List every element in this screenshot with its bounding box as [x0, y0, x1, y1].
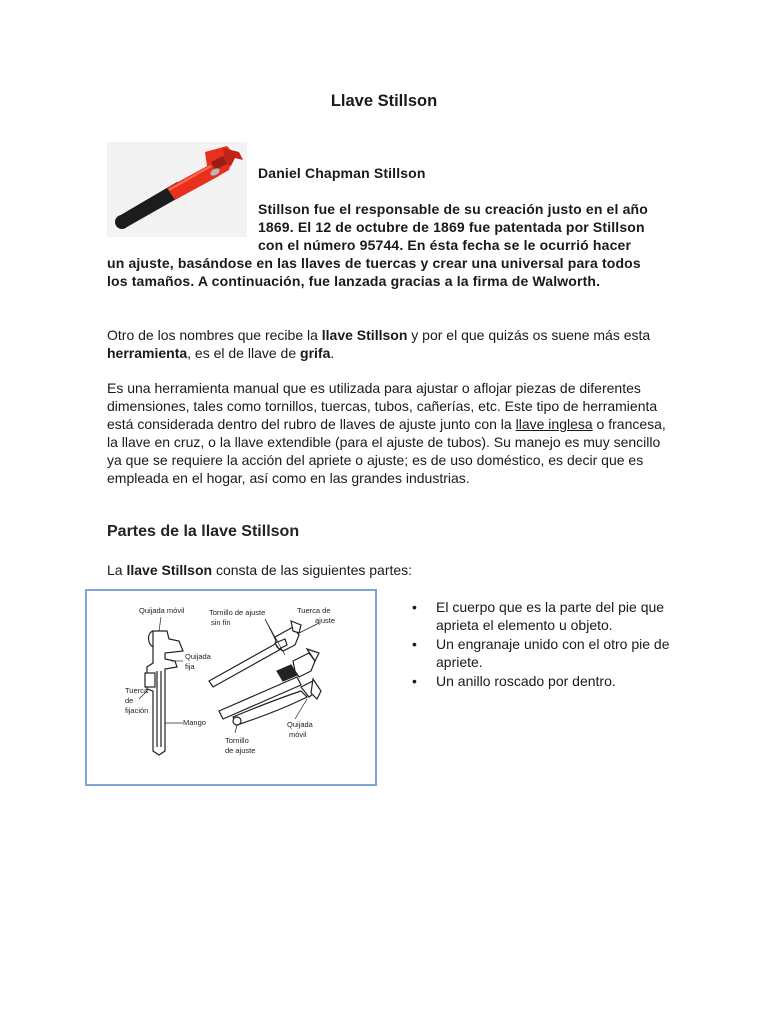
label-quijada: Quijada: [185, 652, 211, 661]
parts-list: [412, 598, 672, 691]
svg-text:Quijada: [287, 720, 314, 729]
author-bio-text: Stillson fue el responsable de su creación justo en el año 1869. El 12 de octubre de 1869 fue patentada por Stillson con el número 95744. En ésta fecha se le ocurrió hacer un ajuste, basándose en las llaves de tuercas y crear una universal para todos los tamaños. A continuación, fue lanzada gracias a la firma de Walworth.: [107, 201, 648, 289]
label-fija: fija: [185, 662, 195, 671]
svg-text:Mango: [183, 718, 206, 727]
list-item: [412, 672, 672, 690]
paragraph-names: [107, 326, 667, 362]
label-movil-b: móvil: [289, 730, 307, 739]
wrench-parts-diagram: [85, 589, 377, 786]
label-quijada-movil: Quijada móvil: [139, 606, 185, 615]
bold-term: grifa: [300, 345, 331, 361]
text: La: [107, 562, 127, 578]
label-quijada-b: Quijada: [287, 720, 313, 729]
svg-text:Tornillo: [225, 736, 249, 745]
label-sin-fin: sin fin: [211, 618, 231, 627]
bold-term: herramienta: [107, 345, 188, 361]
section-heading: Partes de la llave Stillson: [107, 523, 300, 540]
label-tuerca-de: Tuerca de: [297, 606, 331, 615]
paragraph-parts-intro: [107, 561, 667, 579]
bullet-icon: •: [412, 636, 417, 652]
svg-text:Quijada móvil: [139, 606, 185, 615]
author-bio: [107, 164, 652, 290]
svg-text:de: [125, 696, 133, 705]
text: .: [330, 345, 335, 361]
bold-term: llave Stillson: [321, 327, 408, 343]
label-de-ajuste: de ajuste: [225, 746, 256, 755]
svg-text:Tornillo de ajuste: [209, 608, 265, 617]
label-tornillo: Tornillo: [225, 736, 249, 745]
svg-text:Tuerca de: [297, 606, 331, 615]
bullet-icon: •: [412, 599, 417, 615]
svg-text:fija: [185, 662, 195, 671]
bullet-icon: •: [412, 673, 417, 689]
list-item-text: El cuerpo que es la parte del pie que aprieta el elemento u objeto.: [436, 599, 665, 633]
svg-text:ajuste: [315, 616, 335, 625]
svg-text:móvil: [289, 730, 307, 739]
list-item-text: Un anillo roscado por dentro.: [436, 673, 616, 689]
paragraph-description: [107, 379, 667, 487]
text: Otro de los nombres que recibe la: [107, 327, 322, 343]
label-de: de: [125, 696, 134, 705]
svg-text:fijación: [125, 706, 148, 715]
list-item-text: Un engranaje unido con el otro pie de apriete.: [436, 636, 670, 670]
label-fijacion: fijación: [125, 706, 149, 715]
text: , es el de llave de: [187, 345, 301, 361]
label-tuerca: Tuerca: [125, 686, 149, 695]
label-mango: Mango: [183, 718, 206, 727]
label-ajuste: ajuste: [315, 616, 336, 625]
author-name: Daniel Chapman Stillson: [258, 165, 426, 181]
list-item: [412, 598, 672, 634]
llave-inglesa-link[interactable]: llave inglesa: [515, 416, 593, 432]
svg-text:sin fin: [211, 618, 231, 627]
svg-text:de ajuste: [225, 746, 255, 755]
label-tornillo-ajuste: Tornillo de ajuste: [209, 608, 266, 617]
text: y por el que quizás os suene más esta: [407, 327, 651, 343]
svg-text:Quijada: [185, 652, 212, 661]
bold-term: llave Stillson: [126, 562, 213, 578]
text: consta de las siguientes partes:: [212, 562, 413, 578]
page-title: Llave Stillson: [330, 92, 438, 110]
list-item: [412, 635, 672, 671]
text: o francesa, la llave en cruz, o la llave extendible (para el ajuste de tubos). Su manejo es muy sencillo ya que se requiere la acción del apriete o ajuste; es de uso doméstico, es decir que es empleada en el hogar, así como en las grandes industrias.: [107, 416, 666, 486]
svg-text:Tuerca: [125, 686, 149, 695]
text: Es una herramienta manual que es utilizada para ajustar o aflojar piezas de diferentes dimensiones, tales como tornillos, tuercas, tubos, cañerías, etc. Este tipo de herramienta está considerada dentro del rubro de llaves de ajuste junto con la: [107, 380, 658, 432]
